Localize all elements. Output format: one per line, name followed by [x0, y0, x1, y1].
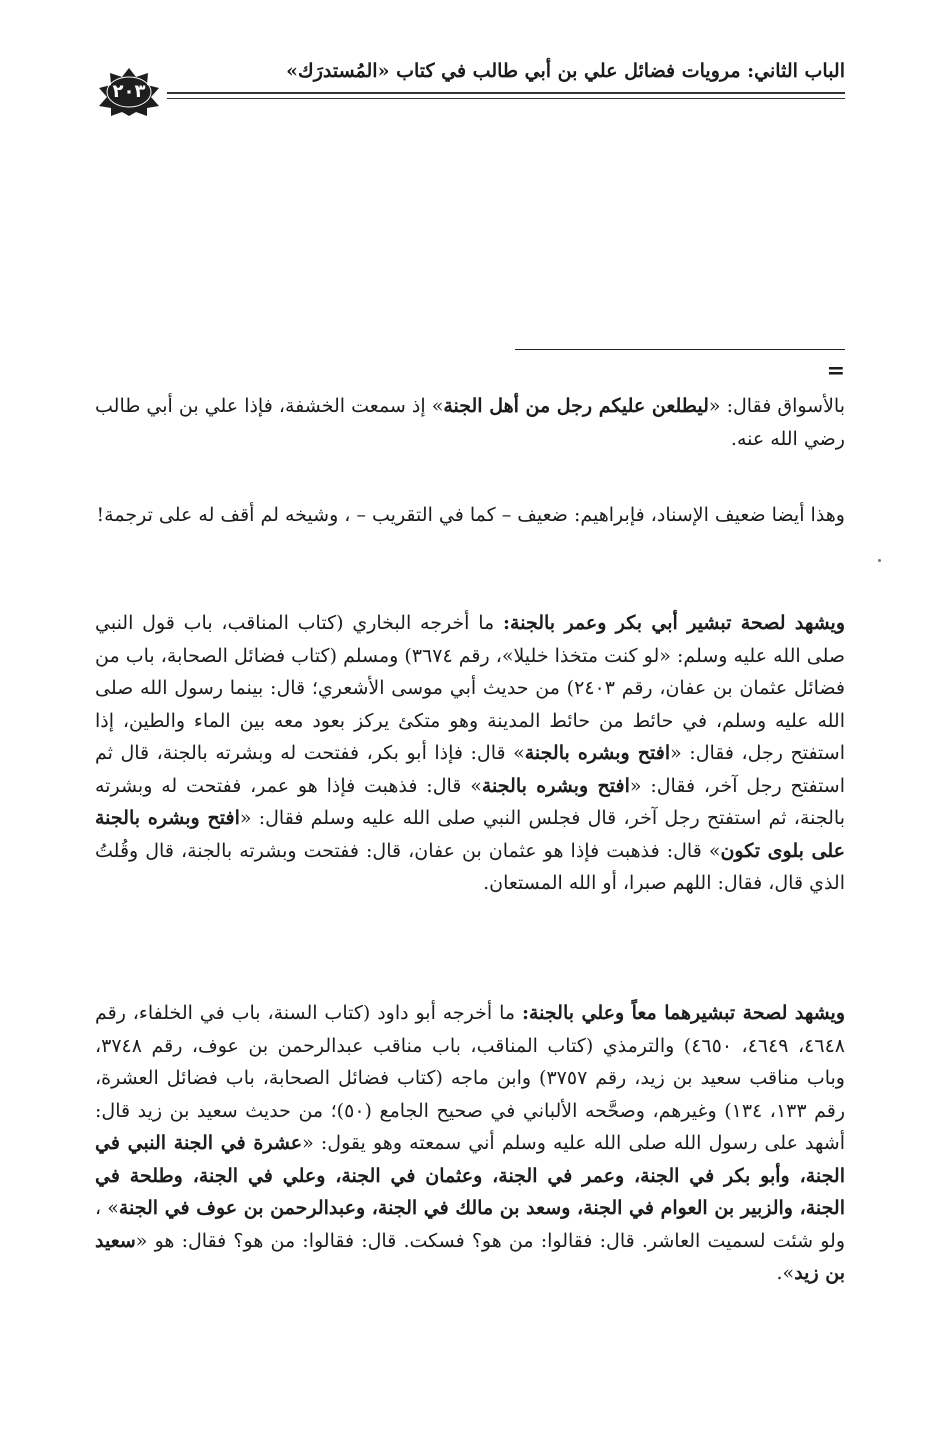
- header-rule: [167, 92, 845, 99]
- hadith-quote: عشرة في الجنة النبي في الجنة، وأبو بكر في الجنة، وعمر في الجنة، وعثمان في الجنة، وعلي في الجنة، وطلحة في الجنة، والزبير بن العوام في الجنة، وسعد بن مالك في الجنة، وعبدالرحمن بن عوف في الجنة: [95, 1132, 845, 1219]
- hadith-quote: افتح وبشره بالجنة: [481, 774, 630, 797]
- hadith-quote: افتح وبشره بالجنة: [524, 742, 671, 764]
- text-run: » قال: فإذا أبو بكر، ففتحت له وبشرته بالجنة، قال ثم استفتح رجل آخر، فقال: «: [95, 742, 846, 797]
- paragraph-lead: ويشهد لصحة تبشير أبي بكر وعمر بالجنة:: [503, 612, 845, 634]
- text-run: » قال: فذهبت فإذا هو عمر، ففتحت له وبشرته بالجنة، ثم استفتح رجل آخر، قال فجلس النبي صلى الله عليه وسلم فقال: «: [95, 774, 845, 829]
- paragraph-lead: ويشهد لصحة تبشيرهما معاً وعلي بالجنة:: [521, 1002, 845, 1024]
- text-run: بالأسواق فقال: «: [708, 395, 845, 417]
- text-run: ما أخرجه البخاري (كتاب المناقب، باب قول النبي صلى الله عليه وسلم: «لو كنت متخذا خليلا»، رقم ٣٦٧٤) ومسلم (كتاب فضائل الصحابة، باب من فضائل عثمان بن عفان، رقم ٢٤٠٣) من حديث أبي موسى الأشعري؛ قال: بينما رسول الله صلى الله عليه وسلم، في حائط من حائط المدينة وهو متكئ يركز بعود معه بين الماء والطين، إذا استفتح رجل، فقال: «: [95, 612, 845, 764]
- page-header: [95, 60, 845, 110]
- text-run: » قال: فذهبت فإذا هو عثمان بن عفان، قال: ففتحت وبشرته بالجنة، قال وقُلتُ الذي قال، فقال: اللهم صبرا، أو الله المستعان.: [95, 839, 845, 894]
- page-number: ٢٠٣: [112, 81, 146, 102]
- footnote-continuation-mark: =: [826, 358, 845, 384]
- text-run: ما أخرجه أبو داود (كتاب السنة، باب في الخلفاء، رقم ٤٦٤٨، ٤٦٤٩، ٤٦٥٠) والترمذي (كتاب المناقب، باب مناقب عبدالرحمن بن عوف، رقم ٣٧٤٨، وباب مناقب سعيد بن زيد، رقم ٣٧٥٧) وابن ماجه (كتاب فضائل الصحابة، باب فضائل العشرة، رقم ١٣٣، ١٣٤) وغيرهم، وصحَّحه الألباني في صحيح الجامع (٥٠)؛ من حديث سعيد بن زيد قال: أشهد على رسول الله صلى الله عليه وسلم أني سمعته وهو يقول: «: [95, 1002, 846, 1154]
- text-run: » ، ولو شئت لسميت العاشر. قال: فقالوا: من هو؟ فسكت. قال: فقالوا: من هو؟ فقال: هو «: [95, 1197, 845, 1252]
- hadith-quote: سعيد بن زيد: [95, 1229, 845, 1284]
- footnote-paragraph-2: [95, 499, 845, 532]
- text-run: » إذ سمعت الخشفة، فإذا علي بن أبي طالب رضي الله عنه.: [95, 395, 845, 450]
- text-run: ».: [776, 1262, 795, 1284]
- footnote-separator: [515, 349, 845, 350]
- running-header-title: الباب الثاني: مرويات فضائل علي بن أبي طالب في كتاب «المُستدرَك»: [286, 60, 845, 82]
- footnote-paragraph-4: [95, 997, 845, 1290]
- footnote-paragraph-3: [95, 607, 845, 900]
- text-run: وهذا أيضا ضعيف الإسناد، فإبراهيم: ضعيف – كما في التقريب – ، وشيخه لم أقف له على ترجمة!: [96, 504, 845, 526]
- hadith-quote: افتح وبشره بالجنة على بلوى تكون: [95, 807, 845, 862]
- page-number-badge: [95, 68, 163, 116]
- hadith-quote: ليطلعن عليكم رجل من أهل الجنة: [443, 395, 709, 417]
- footnote-paragraph-1: [95, 390, 845, 455]
- stray-dot: [878, 559, 881, 562]
